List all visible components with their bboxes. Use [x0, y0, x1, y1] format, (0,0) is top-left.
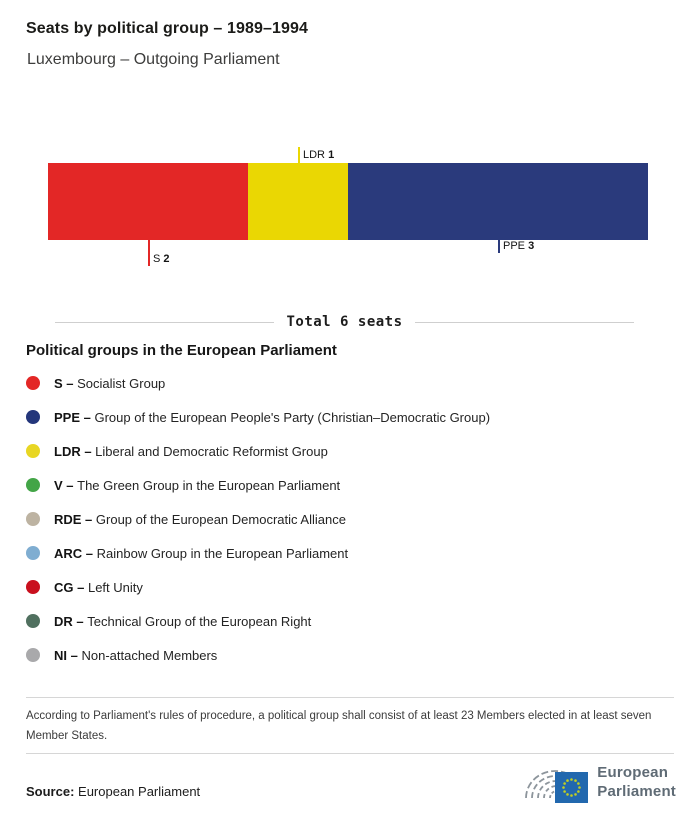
- divider-line-left: [55, 322, 274, 323]
- legend-label-arc: ARC – Rainbow Group in the European Parliament: [54, 545, 349, 561]
- bar-segment-s: [48, 163, 248, 240]
- legend-label-v: V – The Green Group in the European Parliament: [54, 477, 341, 493]
- legend-heading: Political groups in the European Parliament: [26, 342, 337, 359]
- ep-logo-line1: European: [597, 764, 669, 781]
- legend-label-rde: RDE – Group of the European Democratic Alliance: [54, 511, 346, 527]
- legend-dot-ldr: [26, 444, 40, 458]
- footnote-divider-top: [26, 697, 674, 698]
- total-seats-label: Total 6 seats: [286, 314, 403, 330]
- bar-segment-ldr: [248, 163, 348, 240]
- legend-list: [26, 366, 674, 672]
- legend-dot-dr: [26, 614, 40, 628]
- annotation-label-s: S 2: [153, 253, 170, 265]
- source-label: Source:: [26, 784, 75, 799]
- page-subtitle: Luxembourg – Outgoing Parliament: [27, 51, 280, 68]
- ep-logo-line2: Parliament: [597, 783, 676, 800]
- annotation-label-ldr: LDR 1: [303, 149, 335, 161]
- footnote-text: According to Parliament's rules of procedure, a political group shall consist of at least 23 Members elected in at least seven Member States.: [26, 710, 652, 742]
- legend-label-s: S – Socialist Group: [54, 375, 166, 391]
- legend-row-ldr: [26, 434, 674, 468]
- legend-row-s: [26, 366, 674, 400]
- legend-row-cg: [26, 570, 674, 604]
- ep-logo-text: [597, 763, 676, 801]
- legend-row-ppe: [26, 400, 674, 434]
- legend-label-ppe: PPE – Group of the European People's Party (Christian–Democratic Group): [54, 409, 491, 425]
- legend-label-ldr: LDR – Liberal and Democratic Reformist Group: [54, 443, 328, 459]
- legend-row-rde: [26, 502, 674, 536]
- legend-dot-v: [26, 478, 40, 492]
- legend-dot-rde: [26, 512, 40, 526]
- annotation-tick-s: [148, 240, 150, 266]
- legend-dot-cg: [26, 580, 40, 594]
- source-line: [26, 784, 200, 799]
- legend-label-dr: DR – Technical Group of the European Right: [54, 613, 312, 629]
- total-seats-divider: [55, 314, 634, 330]
- legend-row-v: [26, 468, 674, 502]
- legend-dot-s: [26, 376, 40, 390]
- source-value: European Parliament: [78, 784, 201, 799]
- legend-row-ni: [26, 638, 674, 672]
- page-title: Seats by political group – 1989–1994: [26, 20, 308, 37]
- bar-segment-ppe: [348, 163, 648, 240]
- annotation-tick-ldr: [298, 147, 300, 163]
- footnote-divider-bottom: [26, 753, 674, 754]
- divider-line-right: [415, 322, 634, 323]
- annotation-tick-ppe: [498, 240, 500, 253]
- ep-hemicycle-icon: [523, 758, 589, 806]
- legend-label-ni: NI – Non-attached Members: [54, 647, 218, 663]
- legend-dot-arc: [26, 546, 40, 560]
- seat-distribution-chart: [0, 130, 700, 290]
- legend-dot-ni: [26, 648, 40, 662]
- european-parliament-logo: [523, 758, 676, 806]
- eu-flag-square: [555, 772, 588, 803]
- annotation-label-ppe: PPE 3: [503, 240, 535, 252]
- seat-bar: [48, 163, 648, 240]
- legend-label-cg: CG – Left Unity: [54, 579, 143, 595]
- legend-dot-ppe: [26, 410, 40, 424]
- legend-row-arc: [26, 536, 674, 570]
- legend-row-dr: [26, 604, 674, 638]
